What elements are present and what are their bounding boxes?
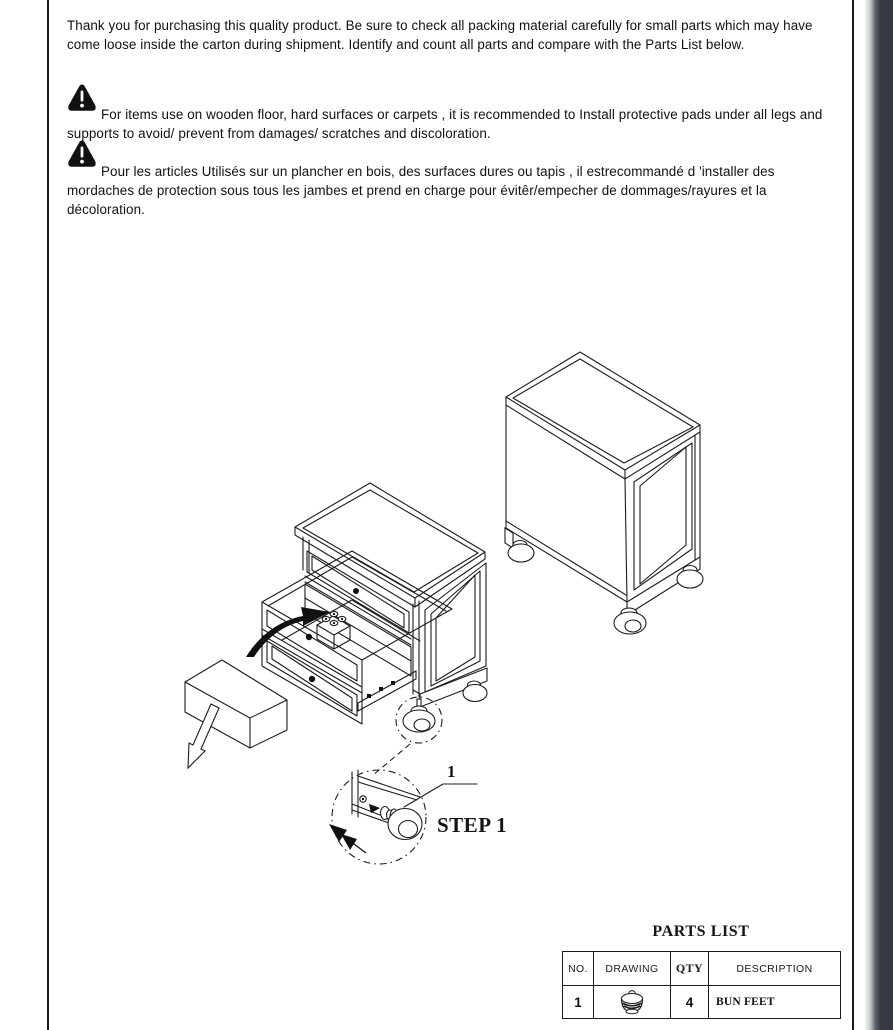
nightstand-back-view-drawing <box>505 352 703 634</box>
bun-foot-icon <box>616 989 648 1015</box>
direction-arrow-icon <box>188 704 219 768</box>
part-drawing-cell <box>594 986 671 1019</box>
step-label: STEP 1 <box>437 813 508 837</box>
column-header-no: NO. <box>563 952 594 986</box>
column-header-description: DESCRIPTION <box>709 952 841 986</box>
part-qty: 4 <box>671 986 709 1019</box>
parts-list-header-row <box>563 952 841 986</box>
intro-paragraph: Thank you for purchasing this quality product. Be sure to check all packing material carefully for small parts which may have come loose inside the carton during shipment. Identify and count all parts and compare with the Parts List below. <box>67 18 813 52</box>
warning-paragraph-fr: Pour les articles Utilisés sur un plancher en bois, des surfaces dures ou tapis , il estrecommandé d 'installer des mordaches de protection sous tous les jambes et prend en charge pour évitêr/empecher de dommages/rayures et la décoloration. <box>67 164 775 217</box>
warning-paragraph-en: For items use on wooden floor, hard surfaces or carpets , it is recommended to Install protective pads under all legs and supports to avoid/ prevent from damages/ scratches and discoloration. <box>67 107 823 141</box>
parts-list-title: PARTS LIST <box>652 923 750 940</box>
part-description: BUN FEET <box>709 986 841 1019</box>
parts-list-table <box>562 951 841 1019</box>
parts-list-row <box>563 986 841 1019</box>
column-header-qty: QTY <box>671 952 709 986</box>
parts-box-drawing <box>185 660 287 768</box>
part-no: 1 <box>563 986 594 1019</box>
part-number-callout: 1 <box>447 762 456 781</box>
column-header-drawing: DRAWING <box>594 952 671 986</box>
